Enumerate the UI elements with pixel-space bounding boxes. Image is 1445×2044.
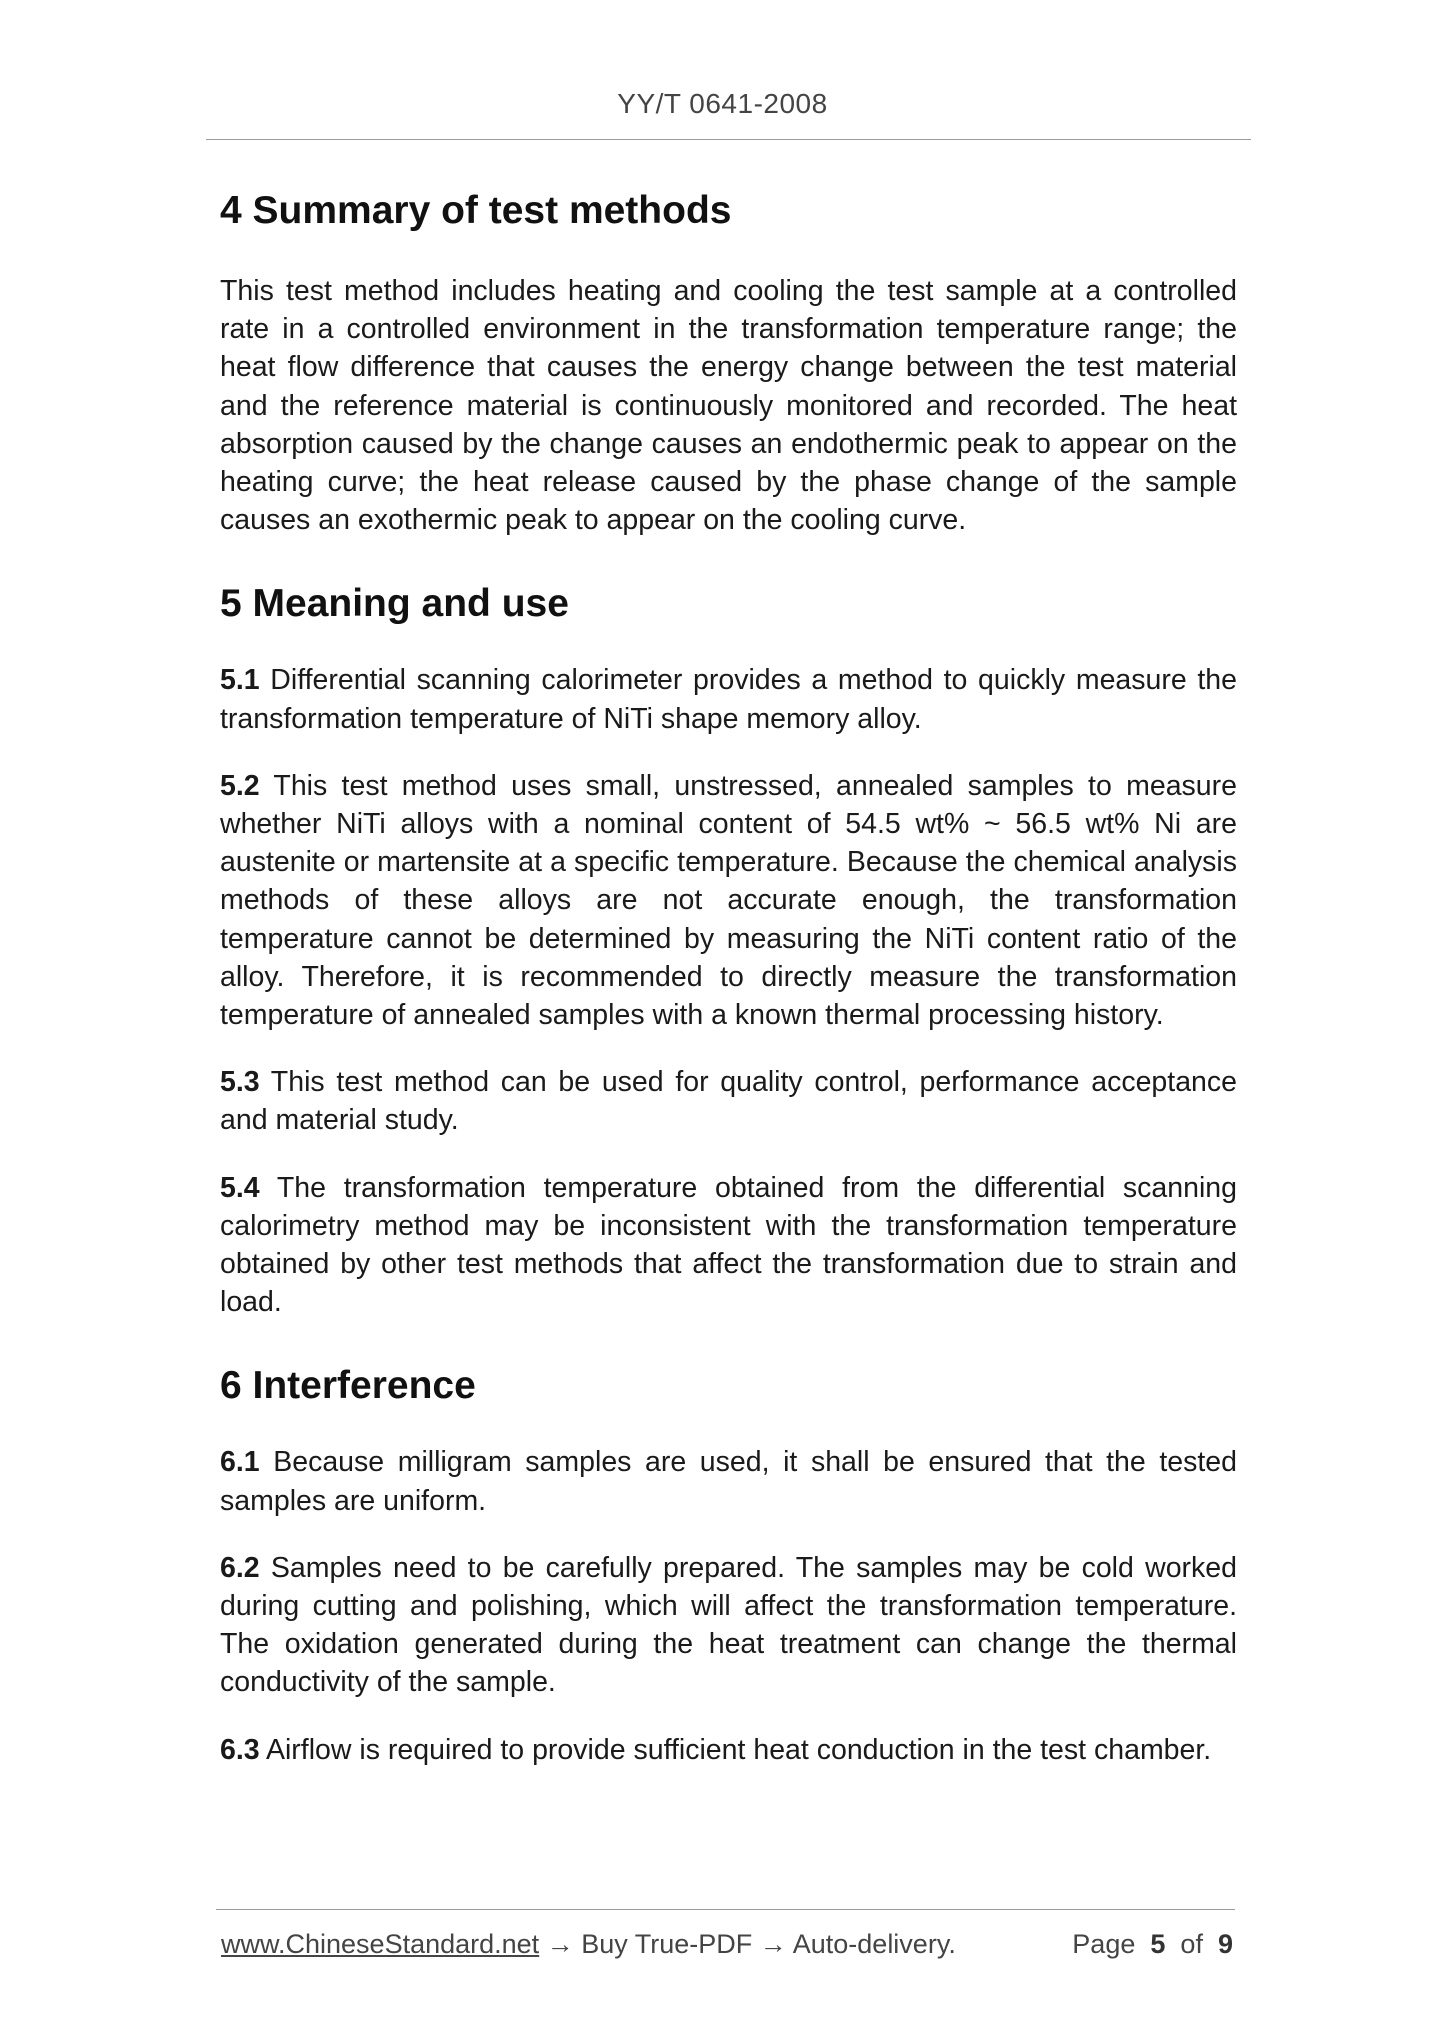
page-header: YY/T 0641-2008 bbox=[617, 88, 828, 119]
clause-5-4 bbox=[220, 1169, 1237, 1322]
footer-tagline: → Buy True-PDF → Auto-delivery. bbox=[539, 1929, 956, 1959]
footer-divider bbox=[216, 1909, 1235, 1910]
page-current: 5 bbox=[1150, 1929, 1166, 1959]
clause-number: 5.3 bbox=[220, 1066, 260, 1099]
page-label: Page bbox=[1072, 1929, 1136, 1959]
section-4-title: 4 Summary of test methods bbox=[220, 189, 732, 232]
section-6-title: 6 Interference bbox=[220, 1364, 476, 1408]
clause-text: The transformation temperature obtained from the differential scanning calorimetry method may be inconsistent with the transformation temperature obtained by other test methods that affect the transformation due to strain and load. bbox=[220, 1171, 1237, 1319]
clause-text: Samples need to be carefully prepared. The samples may be cold worked during cutting and polishing, which will affect the transformation temperature. The oxidation generated during the heat treatment can change the thermal conductivity of the sample. bbox=[220, 1551, 1237, 1699]
section-5-title: 5 Meaning and use bbox=[220, 582, 569, 626]
clause-text: Because milligram samples are used, it shall be ensured that the tested samples are uniform. bbox=[220, 1446, 1237, 1517]
clause-number: 6.3 bbox=[220, 1733, 260, 1766]
clause-number: 5.1 bbox=[220, 664, 260, 697]
clause-5-1 bbox=[220, 661, 1237, 737]
clause-number: 6.1 bbox=[220, 1446, 260, 1479]
page-of: of bbox=[1180, 1929, 1203, 1959]
clause-text: Airflow is required to provide sufficient heat conduction in the test chamber. bbox=[259, 1733, 1212, 1766]
clause-number: 6.2 bbox=[220, 1551, 260, 1584]
page-number bbox=[1072, 1929, 1233, 1960]
clause-6-2 bbox=[220, 1549, 1237, 1702]
clause-text: Differential scanning calorimeter provides a method to quickly measure the transformation temperature of NiTi shape memory alloy. bbox=[220, 664, 1237, 735]
clause-5-3 bbox=[220, 1063, 1237, 1139]
clause-text: This test method uses small, unstressed, annealed samples to measure whether NiTi alloys with a nominal content of 54.5 wt% ~ 56.5 wt% Ni are austenite or martensite at a specific temperature. Because the chemical analysis methods of these alloys are not accurate enough, the transformation temperature cannot be determined by measuring the NiTi content ratio of the alloy. Therefore, it is recommended to directly measure the transformation temperature of annealed samples with a known thermal processing history. bbox=[220, 769, 1237, 1032]
section-4-paragraph: This test method includes heating and cooling the test sample at a controlled rate in a controlled environment in the transformation temperature range; the heat flow difference that causes the energy change between the test material and the reference material is continuously monitored and recorded. The heat absorption caused by the change causes an endothermic peak to appear on the heating curve; the heat release caused by the phase change of the sample causes an exothermic peak to appear on the cooling curve. bbox=[220, 275, 1237, 537]
clause-6-1 bbox=[220, 1443, 1237, 1519]
clause-number: 5.2 bbox=[220, 769, 260, 802]
website-link[interactable]: www.ChineseStandard.net bbox=[221, 1929, 540, 1959]
clause-6-3 bbox=[220, 1731, 1237, 1769]
page-content bbox=[220, 178, 1237, 1769]
clause-text: This test method can be used for quality control, performance acceptance and material study. bbox=[220, 1066, 1237, 1137]
clause-number: 5.4 bbox=[220, 1171, 260, 1204]
header-divider bbox=[206, 139, 1251, 140]
footer-left bbox=[221, 1929, 956, 1960]
page-total: 9 bbox=[1217, 1929, 1233, 1959]
clause-5-2 bbox=[220, 767, 1237, 1034]
